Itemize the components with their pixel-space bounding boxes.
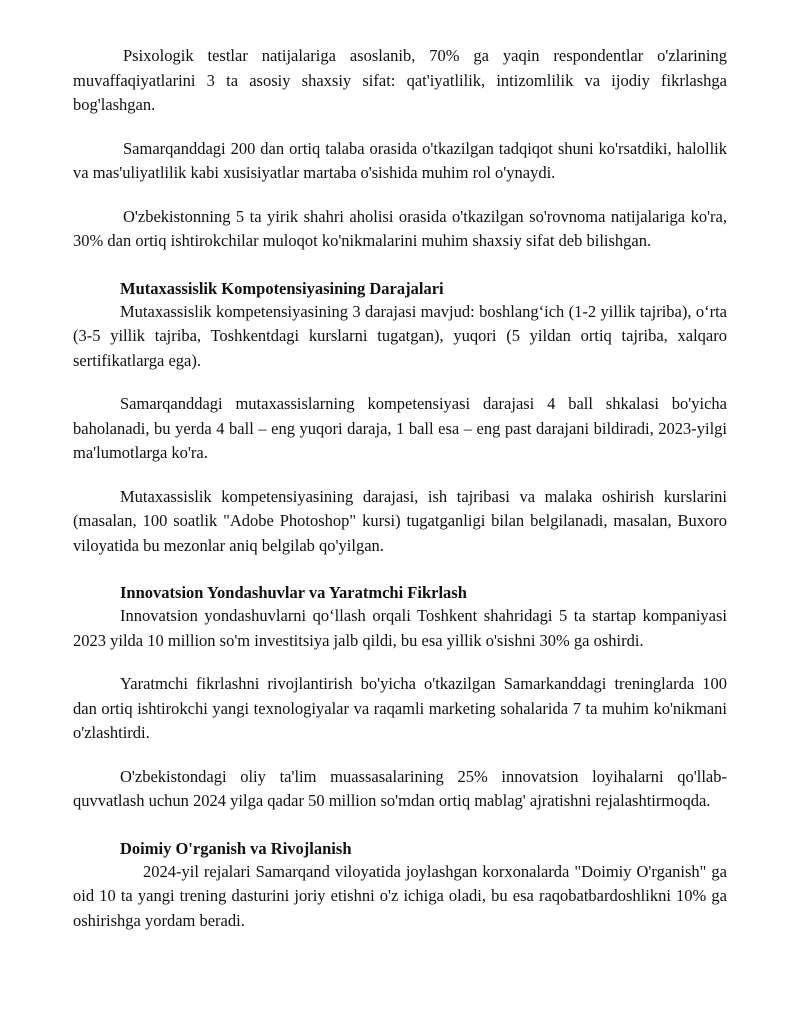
section-heading-continuous-learning: Doimiy O'rganish va Rivojlanish [120, 838, 352, 858]
intro-paragraph-1: Psixologik testlar natijalariga asoslanib, 70% ga yaqin respondentlar o'zlarining muvaffaqiyatlarini 3 ta asosiy shaxsiy sifat: qat'iyatlilik, intizomlilik va ijodiy fikrlashga bog'lashgan. [73, 46, 727, 114]
competency-paragraph-3: Mutaxassislik kompetensiyasining darajasi, ish tajribasi va malaka oshirish kurslarini (masalan, 100 soatlik "Adobe Photoshop" kursi) tugatganligi bilan belgilanadi, masalan, Buxoro viloyatida bu mezonlar aniq belgilab qo'yilgan. [73, 486, 727, 555]
section-heading-innovation: Innovatsion Yondashuvlar va Yaratmchi Fikrlash [120, 583, 467, 602]
innovation-paragraph-3: O'zbekistondagi oliy ta'lim muassasalarining 25% innovatsion loyihalarni qo'llab-quvvatlash uchun 2024 yilga qadar 50 million so'mdan ortiq mablag' ajratishni rejalashtirmoqda. [73, 766, 727, 810]
competency-paragraph-2: Samarqanddagi mutaxassislarning kompetensiyasi darajasi 4 ball shkalasi bo'yicha baholanadi, bu yerda 4 ball – eng yuqori daraja, 1 ball esa – eng past darajani bildiradi, 2023-yilgi ma'lumotlarga ko'ra. [73, 394, 727, 462]
innovation-paragraph-1: Innovatsion yondashuvlarni qo‘llash orqali Toshkent shahridagi 5 ta startap kompaniyasi 2023 yilda 10 million so'm investitsiya jalb qildi, bu esa yillik o'sishni 30% ga oshirdi. [73, 606, 727, 650]
competency-paragraph-1: Mutaxassislik kompetensiyasining 3 darajasi mavjud: boshlang‘ich (1-2 yillik tajriba), o‘rta (3-5 yillik tajriba, Toshkentdagi kurslarni tugatgan), yuqori (5 yildan ortiq tajriba, xalqaro sertifikatlarga ega). [73, 301, 727, 370]
intro-paragraph-2: Samarqanddagi 200 dan ortiq talaba orasida o'tkazilgan tadqiqot shuni ko'rsatdiki, halollik va mas'uliyatlilik kabi xusisiyatlar martaba o'sishida muhim rol o'ynaydi. [73, 138, 727, 182]
intro-paragraph-3: O'zbekistonning 5 ta yirik shahri aholisi orasida o'tkazilgan so'rovnoma natijalariga ko'ra, 30% dan ortiq ishtirokchilar muloqot ko'nikmalarini muhim shaxsiy sifat deb bilishgan. [73, 206, 727, 250]
innovation-paragraph-2: Yaratmchi fikrlashni rivojlantirish bo'yicha o'tkazilgan Samarkanddagi treninglarda 100 dan ortiq ishtirokchi yangi texnologiyalar va raqamli marketing sohalarida 7 ta muhim ko'nikmani o'zlashtirdi. [73, 674, 727, 742]
learning-paragraph-1: 2024-yil rejalari Samarqand viloyatida joylashgan korxonalarda "Doimiy O'rganish" ga oid 10 ta yangi trening dasturini joriy etishni o'z ichiga oladi, bu esa raqobatbardoshlikni 10% ga oshirishga yordam beradi. [73, 861, 727, 930]
document-page [73, 44, 727, 933]
section-heading-competency-levels: Mutaxassislik Kompotensiyasining Darajalari [120, 278, 444, 298]
